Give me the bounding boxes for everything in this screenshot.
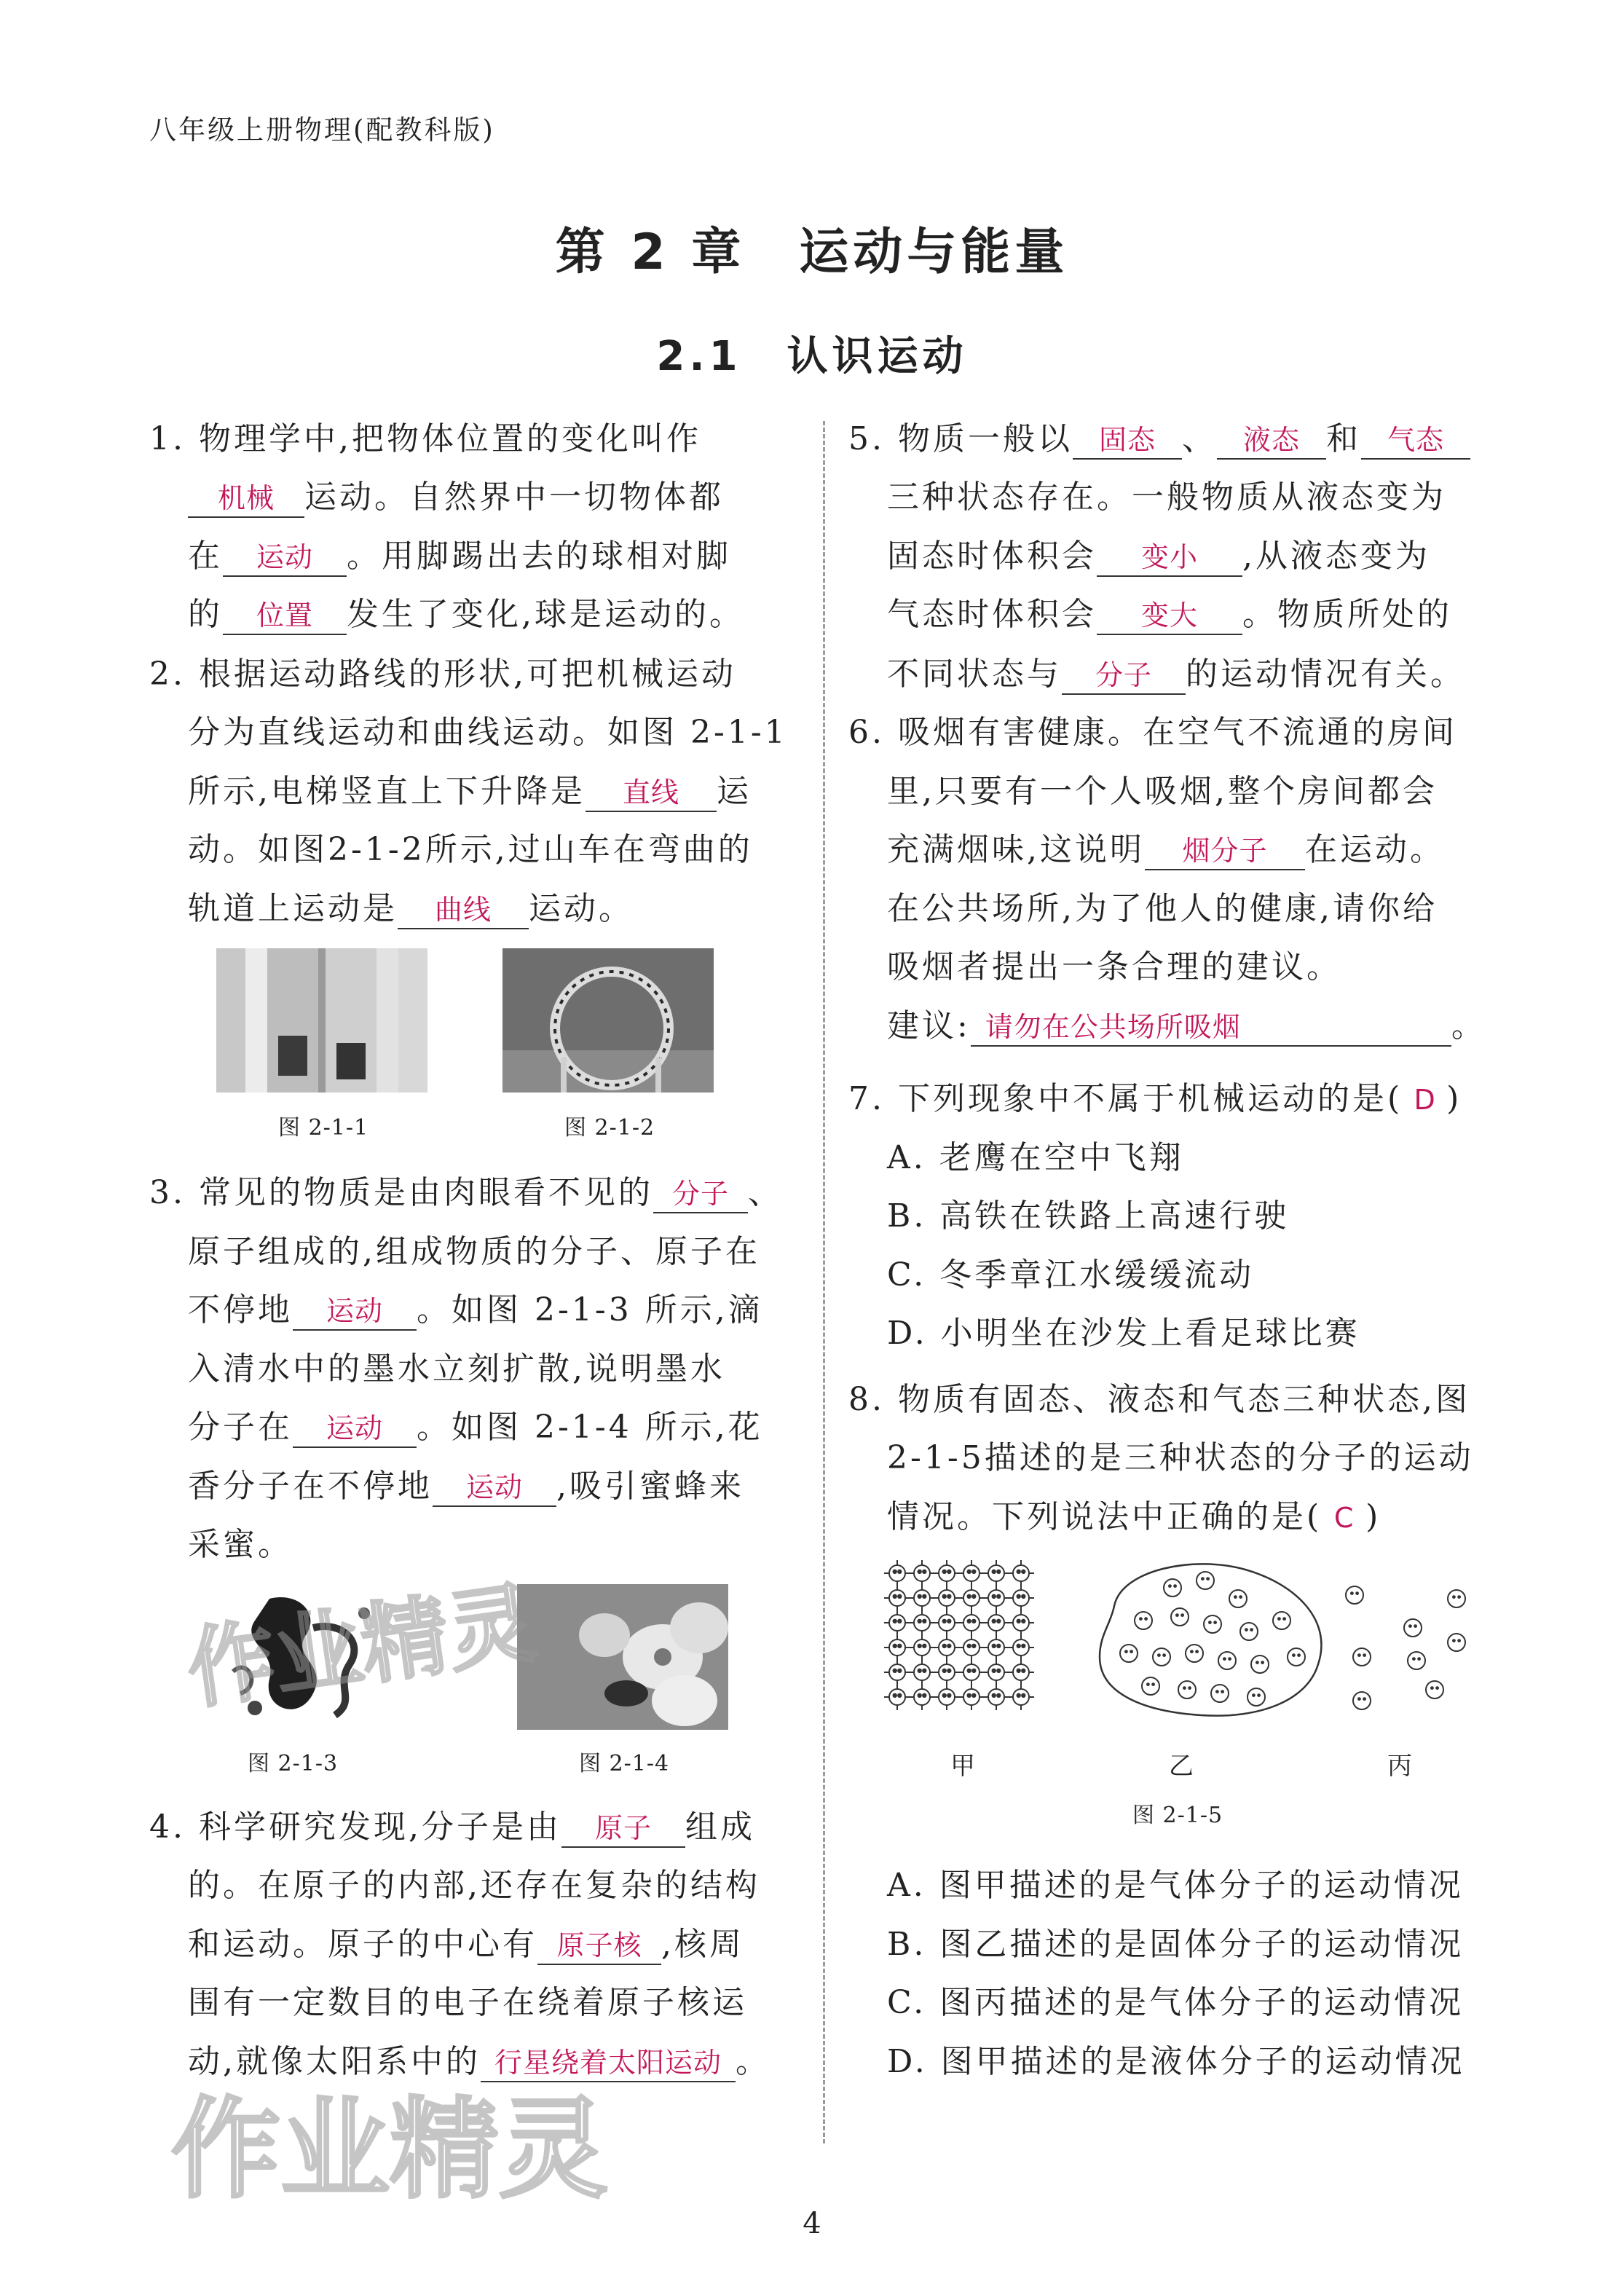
q3-answer2: 运动 xyxy=(293,1293,417,1331)
liquid-molecule xyxy=(1197,1572,1214,1589)
q7-option-b: B. 高铁在铁路上高速行驶 xyxy=(887,1197,1290,1235)
roller-coaster-photo xyxy=(502,948,714,1093)
q6-line1: 6. 吸烟有害健康。在空气不流通的房间 xyxy=(848,714,1457,751)
solid-molecule xyxy=(963,1565,979,1581)
solid-molecule xyxy=(963,1639,979,1656)
q4-line2: 的。在原子的内部,还存在复杂的结构 xyxy=(188,1867,760,1904)
q2-line3: 所示,电梯竖直上下升降是 直线 运 xyxy=(188,769,752,814)
solid-molecule xyxy=(988,1639,1004,1656)
liquid-molecules xyxy=(1120,1572,1305,1706)
liquid-molecule xyxy=(1211,1685,1229,1702)
q6-answer1: 烟分子 xyxy=(1145,832,1305,870)
solid-molecule xyxy=(939,1664,955,1680)
gas-molecule xyxy=(1346,1586,1363,1604)
liquid-molecule xyxy=(1164,1579,1181,1597)
figure-caption-2-1-2: 图 2-1-2 xyxy=(564,1115,655,1141)
liquid-molecule xyxy=(1204,1615,1221,1633)
q5-line5: 不同状态与 分子 的运动情况有关。 xyxy=(887,652,1465,697)
gas-molecule xyxy=(1404,1619,1422,1637)
column-divider xyxy=(823,421,825,2144)
q3-answer1: 分子 xyxy=(653,1176,748,1213)
solid-molecule xyxy=(889,1615,905,1631)
flower-bee-photo xyxy=(517,1584,728,1730)
solid-molecule xyxy=(939,1639,955,1656)
solid-molecule xyxy=(1013,1565,1029,1581)
solid-molecule xyxy=(1013,1615,1029,1631)
section-title: 2.1 认识运动 xyxy=(656,333,968,380)
q3-answer3: 运动 xyxy=(293,1410,417,1448)
q2-line4: 动。如图2-1-2所示,过山车在弯曲的 xyxy=(188,831,753,868)
q2-line5: 轨道上运动是 曲线 运动。 xyxy=(188,886,634,932)
solid-molecule xyxy=(939,1689,955,1705)
q8-line3: 情况。下列说法中正确的是( C ) xyxy=(887,1495,1381,1540)
liquid-molecule xyxy=(1240,1623,1258,1640)
q8-line2: 2-1-5描述的是三种状态的分子的运动 xyxy=(887,1439,1474,1476)
solid-lattice-diagram xyxy=(884,1560,1034,1710)
q6-line2: 里,只要有一个人吸烟,整个房间都会 xyxy=(887,773,1438,810)
q2-line2: 分为直线运动和曲线运动。如图 2-1-1 xyxy=(188,714,788,751)
gas-molecules xyxy=(1346,1586,1465,1709)
q1-answer2: 运动 xyxy=(223,539,347,577)
chapter-title: 第 2 章 运动与能量 xyxy=(555,224,1069,281)
solid-molecule xyxy=(914,1615,930,1631)
liquid-molecule xyxy=(1135,1612,1152,1629)
figure-caption-2-1-5: 图 2-1-5 xyxy=(1132,1803,1223,1828)
q8-option-b: B. 图乙描述的是固体分子的运动情况 xyxy=(887,1926,1465,1963)
q5-answer2: 液态 xyxy=(1217,422,1326,460)
q1-line4: 的 位置 发生了变化,球是运动的。 xyxy=(188,592,744,637)
gas-molecule xyxy=(1353,1648,1371,1666)
molecule-states-figure xyxy=(881,1555,1493,1730)
solid-molecule xyxy=(914,1664,930,1680)
liquid-molecule xyxy=(1178,1681,1196,1698)
q8-answer: C xyxy=(1333,1502,1354,1534)
q1-line2: 机械 运动。自然界中一切物体都 xyxy=(188,475,724,520)
q3-line2: 原子组成的,组成物质的分子、原子在 xyxy=(188,1233,760,1270)
q5-answer5: 变大 xyxy=(1097,597,1242,635)
solid-molecule xyxy=(914,1565,930,1581)
q1-answer3: 位置 xyxy=(223,597,347,635)
solid-molecule xyxy=(914,1689,930,1705)
liquid-molecule xyxy=(1171,1608,1189,1626)
solid-molecule xyxy=(988,1689,1004,1705)
liquid-molecule xyxy=(1251,1656,1269,1673)
state-label-jia: 甲 xyxy=(950,1752,976,1781)
q5-answer4: 变小 xyxy=(1097,539,1242,577)
q4-answer1: 原子 xyxy=(561,1810,685,1848)
q2-answer2: 曲线 xyxy=(398,891,529,929)
q8-line1: 8. 物质有固态、液态和气态三种状态,图 xyxy=(848,1381,1470,1418)
solid-molecule xyxy=(988,1565,1004,1581)
q6-line4: 在公共场所,为了他人的健康,请你给 xyxy=(887,890,1438,927)
q1-answer1: 机械 xyxy=(188,480,304,518)
q7-option-a: A. 老鹰在空中飞翔 xyxy=(887,1139,1184,1176)
solid-molecule xyxy=(889,1664,905,1680)
q4-line1: 4. 科学研究发现,分子是由 原子 组成 xyxy=(149,1805,755,1850)
q5-answer6: 分子 xyxy=(1062,657,1186,695)
liquid-molecule xyxy=(1273,1612,1290,1629)
liquid-molecule xyxy=(1229,1590,1247,1607)
watermark-logo-large: 作业精灵 xyxy=(171,2087,609,2213)
q1-line1: 1. 物理学中,把物体位置的变化叫作 xyxy=(149,420,701,457)
q6-line5: 吸烟者提出一条合理的建议。 xyxy=(887,948,1341,985)
solid-molecule xyxy=(889,1689,905,1705)
q5-line1: 5. 物质一般以 固态 、 液态 和 气态 xyxy=(848,417,1470,462)
elevator-photo xyxy=(216,948,427,1093)
figure-caption-2-1-3: 图 2-1-3 xyxy=(248,1751,339,1776)
q3-line6: 香分子在不停地 运动 ,吸引蜜蜂来 xyxy=(188,1464,744,1509)
solid-molecule xyxy=(889,1590,905,1606)
solid-molecule xyxy=(963,1664,979,1680)
q3-line1: 3. 常见的物质是由肉眼看不见的 分子 、 xyxy=(149,1170,783,1216)
state-label-bing: 丙 xyxy=(1387,1752,1413,1781)
solid-molecule xyxy=(914,1639,930,1656)
liquid-molecule xyxy=(1247,1688,1265,1706)
liquid-molecule xyxy=(1218,1652,1236,1669)
q7-option-d: D. 小明坐在沙发上看足球比赛 xyxy=(887,1315,1360,1352)
gas-molecule xyxy=(1426,1681,1443,1698)
solid-molecule xyxy=(963,1689,979,1705)
q7-stem: 7. 下列现象中不属于机械运动的是( D ) xyxy=(848,1076,1462,1122)
solid-molecule xyxy=(988,1590,1004,1606)
solid-molecule xyxy=(963,1590,979,1606)
q3-answer4: 运动 xyxy=(433,1469,556,1507)
q8-option-d: D. 图甲描述的是液体分子的运动情况 xyxy=(887,2043,1465,2080)
liquid-molecule xyxy=(1186,1645,1203,1662)
gas-molecule xyxy=(1353,1692,1371,1709)
q4-line4: 围有一定数目的电子在绕着原子核运 xyxy=(188,1984,747,2021)
solid-molecule xyxy=(1013,1590,1029,1606)
q6-line3: 充满烟味,这说明 烟分子 在运动。 xyxy=(887,827,1445,873)
q5-line2: 三种状态存在。一般物质从液态变为 xyxy=(887,479,1446,516)
figure-caption-2-1-1: 图 2-1-1 xyxy=(278,1115,369,1141)
q6-line6: 建议: 请勿在公共场所吸烟 。 xyxy=(887,1004,1486,1049)
solid-molecule xyxy=(939,1615,955,1631)
solid-molecule xyxy=(914,1590,930,1606)
q4-line5: 动,就像太阳系中的 行星绕着太阳运动 。 xyxy=(188,2039,770,2085)
q3-line3: 不停地 运动 。如图 2-1-3 所示,滴 xyxy=(188,1288,763,1333)
solid-molecule xyxy=(889,1639,905,1656)
q2-answer1: 直线 xyxy=(586,774,717,812)
q7-option-c: C. 冬季章江水缓缓流动 xyxy=(887,1256,1255,1294)
solid-molecule xyxy=(988,1615,1004,1631)
q5-line3: 固态时体积会 变小 ,从液态变为 xyxy=(887,534,1430,579)
solid-molecule xyxy=(939,1565,955,1581)
q6-answer2: 请勿在公共场所吸烟 xyxy=(971,1009,1451,1047)
q5-answer3: 气态 xyxy=(1361,422,1470,460)
q4-answer3: 行星绕着太阳运动 xyxy=(481,2044,736,2082)
solid-molecule xyxy=(1013,1639,1029,1656)
gas-molecule xyxy=(1448,1634,1465,1651)
state-label-yi: 乙 xyxy=(1169,1752,1194,1781)
liquid-molecule xyxy=(1288,1648,1305,1666)
q2-line1: 2. 根据运动路线的形状,可把机械运动 xyxy=(149,656,736,693)
q3-line7: 采蜜。 xyxy=(188,1526,293,1563)
q5-line4: 气态时体积会 变大 。物质所处的 xyxy=(887,592,1452,637)
solid-molecule xyxy=(963,1615,979,1631)
solid-molecule xyxy=(889,1565,905,1581)
gas-molecule xyxy=(1448,1590,1465,1607)
solid-molecule xyxy=(939,1590,955,1606)
solid-molecule xyxy=(1013,1664,1029,1680)
watermark-logo: 作业精灵 xyxy=(181,1572,542,1722)
page-number: 4 xyxy=(803,2207,821,2240)
gas-molecule xyxy=(1408,1652,1425,1669)
q5-answer1: 固态 xyxy=(1073,422,1182,460)
q1-line3: 在 运动 。用脚踢出去的球相对脚 xyxy=(188,534,731,579)
liquid-molecule xyxy=(1142,1677,1159,1695)
page-header: 八年级上册物理(配教科版) xyxy=(149,114,495,146)
q8-option-a: A. 图甲描述的是气体分子的运动情况 xyxy=(887,1867,1464,1904)
q8-option-c: C. 图丙描述的是气体分子的运动情况 xyxy=(887,1984,1465,2021)
solid-molecule xyxy=(988,1664,1004,1680)
q3-line4: 入清水中的墨水立刻扩散,说明墨水 xyxy=(188,1350,725,1387)
q4-line3: 和运动。原子的中心有 原子核 ,核周 xyxy=(188,1922,744,1967)
liquid-molecule xyxy=(1120,1645,1138,1662)
q3-line5: 分子在 运动 。如图 2-1-4 所示,花 xyxy=(188,1405,763,1450)
q4-answer2: 原子核 xyxy=(537,1927,661,1965)
q7-answer: D xyxy=(1414,1084,1435,1116)
figure-caption-2-1-4: 图 2-1-4 xyxy=(579,1751,670,1776)
liquid-molecule xyxy=(1153,1648,1170,1666)
solid-molecule xyxy=(1013,1689,1029,1705)
